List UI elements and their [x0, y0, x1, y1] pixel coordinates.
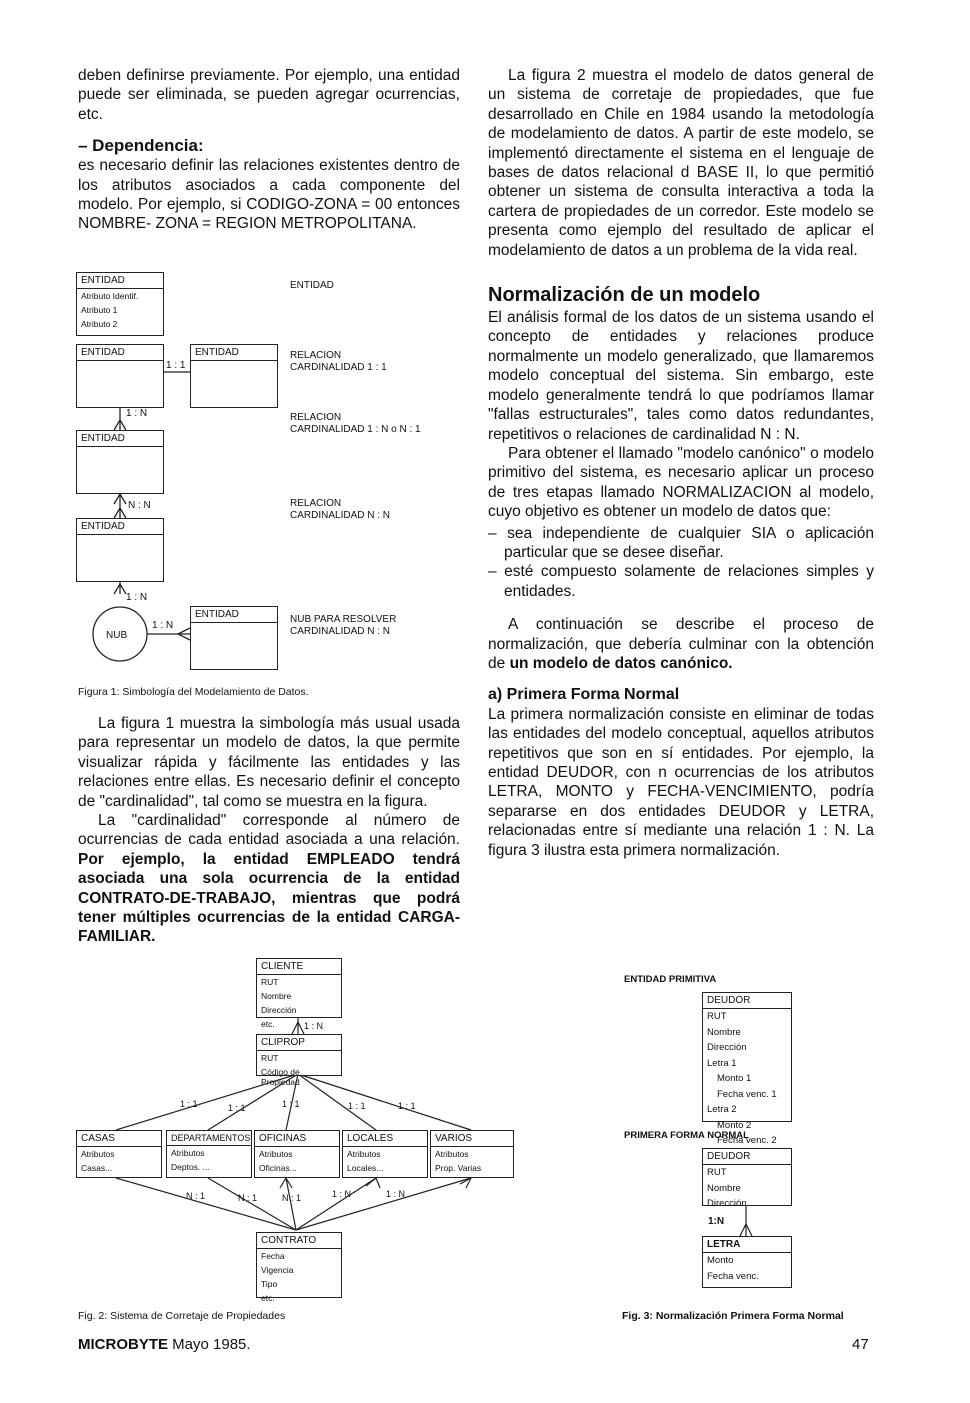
figure-3-caption: Fig. 3: Normalización Primera Forma Normal — [622, 1310, 844, 1322]
deudor-primitive-box — [702, 992, 792, 1146]
right-column — [488, 66, 874, 860]
entity-1n — [76, 430, 164, 494]
entity-nn — [76, 518, 164, 582]
card-bottom-3: 1 : N — [332, 1189, 352, 1199]
first-normal-form-text: La primera normalización consiste en eliminar de todas las entidades del modelo conceptual, aquellos atributos repetitivos que son en sí entidades. Por ejemplo, la entidad DEUDOR, con n ocurrencias de los atributos LETRA, MONTO y FECHA-VENCIMIENTO, podría separarse en dos entidades DEUDOR y LETRA, relacionadas entre sí mediante una relación 1 : N. La figura 3 ilustra esta primera normalización. — [488, 705, 874, 859]
requirements-list — [488, 524, 874, 602]
entity-attr: Atributos — [259, 1149, 293, 1159]
card-top-1: 1 : 1 — [228, 1103, 246, 1113]
entity-attr: etc. — [261, 1019, 275, 1029]
primera-forma-normal-label: PRIMERA FORMA NORMAL — [624, 1130, 749, 1141]
entity-attr: RUT — [261, 1053, 279, 1063]
page-number: 47 — [852, 1336, 869, 1353]
left-column-top — [78, 66, 460, 234]
cardinalidad-paragraph: La "cardinalidad" corresponde al número de ocurrencias de cada entidad asociada a una relación. — [78, 812, 460, 849]
desc-11-a: RELACION — [290, 350, 342, 361]
card-bottom-2: N : 1 — [282, 1193, 302, 1203]
list-item: – sea independiente de cualquier SIA o aplicación particular que se desee diseñar. — [488, 524, 874, 561]
entity-title: ENTIDAD — [191, 607, 277, 623]
card-top-2: 1 : 1 — [282, 1099, 300, 1109]
cardinalidad-example: Por ejemplo, la entidad EMPLEADO tendrá asociada una sola ocurrencia de la entidad CONTRATO-DE-TRABAJO, mientras que podrá tener múltiples ocurrencias de la entidad CARGA-FAMILIAR. — [78, 850, 460, 946]
intro-paragraph: deben definirse previamente. Por ejemplo, una entidad puede ser eliminada, se pueden agregar ocurrencias, etc. — [78, 67, 460, 123]
entity-attr: Letra 2 — [707, 1104, 737, 1115]
deudor-normal-box — [702, 1148, 792, 1209]
card-1n-nub: 1 : N — [126, 592, 148, 603]
entity-title: ENTIDAD — [77, 273, 163, 289]
desc-nub-b: CARDINALIDAD N : N — [290, 626, 391, 637]
entity-title: LOCALES — [343, 1131, 427, 1147]
entity-attr: Monto 2 — [717, 1119, 752, 1131]
entity-attr: Monto 1 — [717, 1073, 752, 1084]
entity-title: CLIPROP — [257, 1035, 341, 1051]
card-top-0: 1 : 1 — [180, 1099, 198, 1109]
desc-nn-a: RELACION — [290, 498, 342, 509]
figure-2-caption: Fig. 2: Sistema de Corretaje de Propiedades — [78, 1310, 286, 1322]
entity-title: CONTRATO — [257, 1233, 341, 1249]
desc-nub-a: NUB PARA RESOLVER — [290, 614, 397, 625]
entity-attr: Atributos — [171, 1148, 205, 1158]
entity-attr: Fecha venc. — [707, 1270, 759, 1282]
desc-entidad: ENTIDAD — [290, 280, 334, 291]
card-bottom-0: N : 1 — [186, 1191, 206, 1201]
entity-attr: RUT — [261, 977, 279, 987]
entity-title: ENTIDAD — [77, 431, 163, 447]
entity-attr: Fecha venc. 1 — [717, 1088, 777, 1100]
entity-11-right — [190, 344, 278, 408]
entity-attr: Dirección — [707, 1042, 747, 1053]
card-top-4: 1 : 1 — [398, 1101, 416, 1111]
card-top-3: 1 : 1 — [348, 1101, 366, 1111]
card-1n-entity: 1 : N — [152, 620, 174, 631]
entity-attr: Nombre — [261, 991, 292, 1001]
entity-attr: Locales... — [347, 1163, 384, 1173]
figure-2 — [76, 956, 516, 1306]
entity-attr: Casas... — [81, 1163, 113, 1173]
canonical-model-phrase: un modelo de datos canónico. — [509, 654, 733, 672]
entity-attr: Fecha — [261, 1251, 285, 1261]
dependencia-text: es necesario definir las relaciones existentes dentro de los atributos asociados a cada componente del modelo. Por ejemplo, si CODIGO-ZONA = 00 entonces NOMBRE- ZONA = REGION METROPOLITANA. — [78, 157, 460, 233]
entity-nub — [190, 606, 278, 670]
desc-nn-b: CARDINALIDAD N : N — [290, 510, 391, 521]
desc-1n-b: CARDINALIDAD 1 : N o N : 1 — [290, 424, 421, 435]
entity-title: ENTIDAD — [77, 345, 163, 361]
entity-attr: Dirección — [707, 1198, 747, 1209]
entity-title: LETRA — [703, 1237, 791, 1253]
entity-attr: Prop. Varias — [435, 1163, 482, 1173]
process-paragraph: A continuación se describe el proceso de normalización, que debería culminar con la obtención de — [488, 616, 874, 672]
entity-attr: Nombre — [707, 1182, 741, 1194]
locales-box — [342, 1130, 428, 1178]
varios-box — [430, 1130, 514, 1178]
casas-box — [76, 1130, 162, 1178]
entity-title: CLIENTE — [257, 959, 341, 975]
departamentos-box — [166, 1130, 252, 1178]
card-cliente: 1 : N — [304, 1021, 324, 1031]
first-normal-form-heading: a) Primera Forma Normal — [488, 686, 680, 704]
desc-11-b: CARDINALIDAD 1 : 1 — [290, 362, 387, 373]
canonical-paragraph: Para obtener el llamado "modelo canónico" o modelo primitivo del sistema, es necesario aplicar un proceso de tres etapas llamado NORMALIZACION al modelo, cuyo objetivo es obtener un modelo de datos que: — [488, 444, 874, 521]
entity-attr: Deptos. ... — [171, 1162, 210, 1172]
entity-11-left — [76, 344, 164, 408]
card-nn: N : N — [128, 500, 151, 511]
desc-1n-a: RELACION — [290, 412, 342, 423]
entity-title: ENTIDAD — [191, 345, 277, 361]
card-bottom-1: N : 1 — [238, 1193, 258, 1203]
entity-attr: Oficinas... — [259, 1163, 297, 1173]
fig1-paragraph: La figura 1 muestra la simbología más usual usada para representar un modelo de datos, la que permite visualizar rápida y fácilmente las entidades y las relaciones entre ellas. Es necesario definir el concepto de "cardinalidad", tal como se muestra en la figura. — [78, 715, 460, 810]
fig2-paragraph: La figura 2 muestra el modelo de datos general de un sistema de corretaje de propiedades, que fue desarrollado en Chile en 1984 usando la metodología de modelamiento de datos. A partir de este modelo, se implementó directamente el sistema en el lenguaje de bases de datos relacional d BASE II, lo que permitió obtener un sistema de consulta interactiva a toda la cartera de propiedades de un corredor. Este modelo se presenta como ejemplo del resultado de aplicar el modelamiento de datos a un problema de la vida real. — [488, 67, 874, 259]
left-column-bottom — [78, 714, 460, 947]
figure-3 — [620, 972, 870, 1292]
entity-attr: Atributos — [81, 1149, 115, 1159]
entity-attr: RUT — [707, 1011, 727, 1022]
letra-box — [702, 1236, 792, 1288]
entity-attr: Código de Propiedad — [261, 1067, 300, 1087]
footer-brand: MICROBYTE — [78, 1336, 168, 1353]
entity-attr: etc. — [261, 1293, 275, 1303]
entity-title: DEPARTAMENTOS — [167, 1131, 251, 1146]
section-heading: Normalización de un modelo — [488, 284, 761, 307]
entity-attr: Monto — [707, 1255, 734, 1266]
entity-attr: Atributos — [435, 1149, 469, 1159]
contrato-box — [256, 1232, 342, 1303]
footer-publication — [78, 1336, 251, 1353]
entity-attr: Nombre — [707, 1026, 741, 1038]
entity-attr: Vigencia — [261, 1265, 294, 1275]
card-bottom-4: 1 : N — [386, 1189, 406, 1199]
card-11: 1 : 1 — [166, 360, 186, 371]
entity-attr-2: Atributo 2 — [81, 319, 118, 329]
entity-title: DEUDOR — [703, 993, 791, 1009]
entity-attributes-box — [76, 272, 164, 336]
entity-title: OFICINAS — [255, 1131, 339, 1147]
entity-title: VARIOS — [431, 1131, 513, 1147]
figure-1 — [76, 272, 466, 672]
nub-label: NUB — [106, 630, 128, 641]
dependencia-heading: – Dependencia: — [78, 136, 204, 156]
footer-date: Mayo 1985. — [168, 1336, 251, 1353]
entidad-primitiva-label: ENTIDAD PRIMITIVA — [624, 974, 717, 985]
entity-attr: Dirección — [261, 1005, 297, 1015]
cliprop-box — [256, 1034, 342, 1087]
entity-attr-0: Atributo Identif. — [81, 291, 139, 301]
entity-attr: RUT — [707, 1167, 727, 1178]
card-1n: 1 : N — [126, 408, 148, 419]
entity-attr: Fecha venc. 2 — [717, 1135, 777, 1146]
entity-attr: Atributos — [347, 1149, 381, 1159]
figure-1-caption: Figura 1: Simbología del Modelamiento de Datos. — [78, 686, 309, 698]
card-1n: 1:N — [708, 1216, 725, 1227]
normalization-intro: El análisis formal de los datos de un sistema usando el concepto de entidades y relaciones produce normalmente un modelo generalizado, que llamaremos modelo conceptual del sistema. Sin embargo, este modelo generalmente tendrá lo que podríamos llamar "fallas estructurales", tales como datos redundantes, repetitivos o relaciones de cardinalidad N : N. — [488, 309, 874, 443]
list-item: – esté compuesto solamente de relaciones simples y entidades. — [488, 563, 874, 600]
entity-title: CASAS — [77, 1131, 161, 1147]
entity-attr: Tipo — [261, 1279, 278, 1289]
oficinas-box — [254, 1130, 340, 1178]
entity-title: DEUDOR — [703, 1149, 791, 1165]
entity-attr-1: Atributo 1 — [81, 305, 118, 315]
entity-title: ENTIDAD — [77, 519, 163, 535]
entity-attr: Letra 1 — [707, 1057, 737, 1069]
